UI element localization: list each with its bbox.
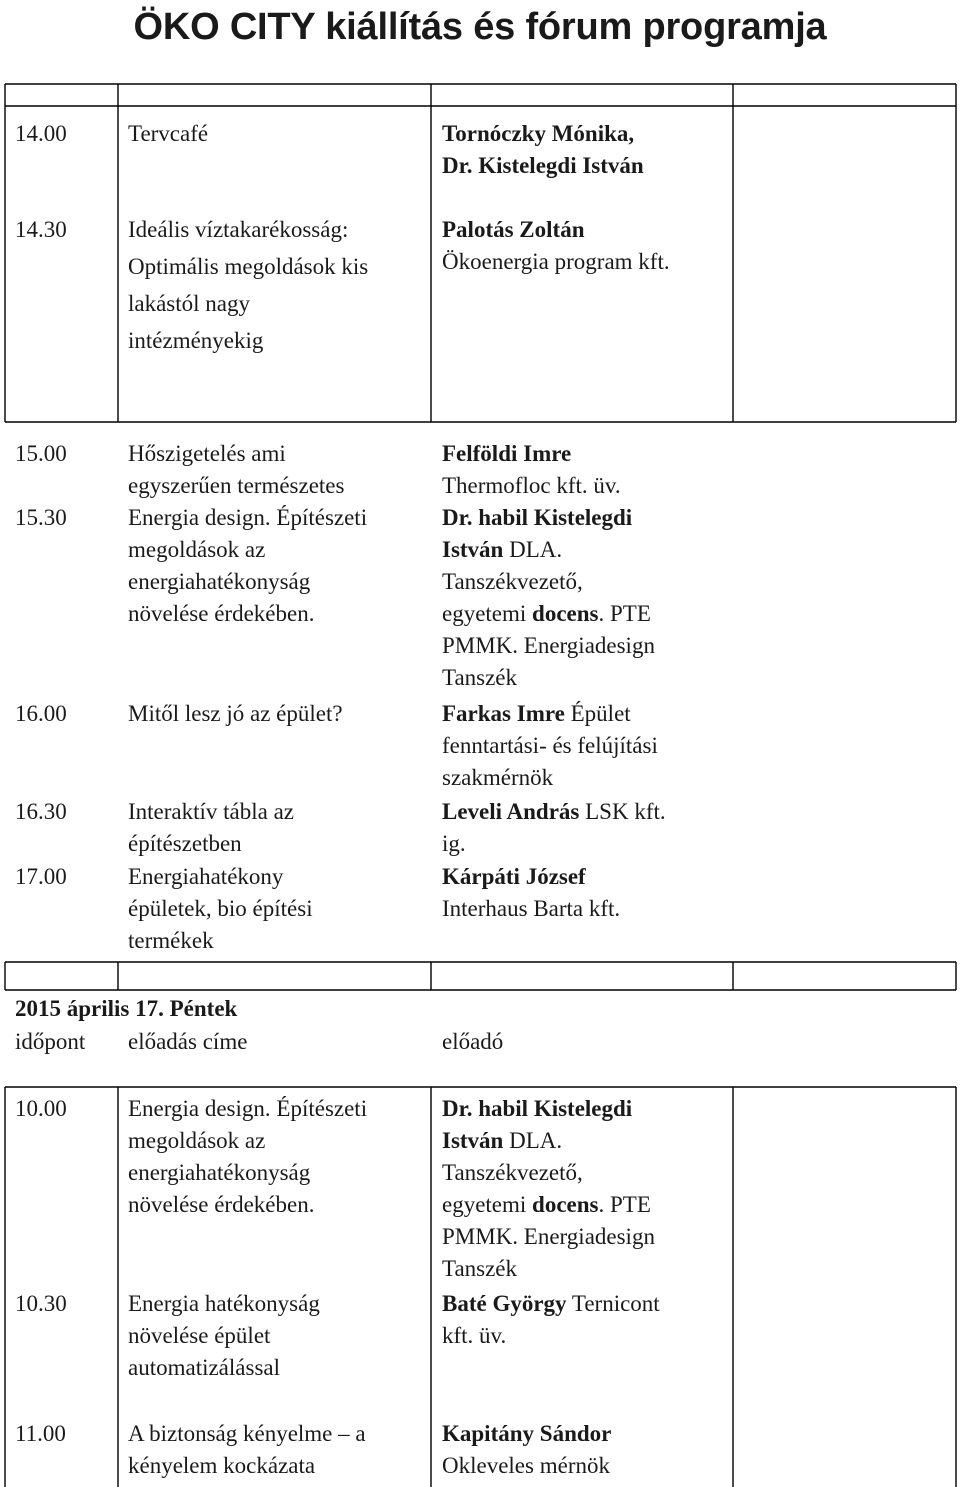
column-header-title: előadás címe (128, 1029, 248, 1054)
column-header-presenter: előadó (442, 1029, 504, 1054)
presenter-text: Felföldi Imre (442, 441, 572, 466)
session-presenter (442, 1418, 611, 1450)
session-title: energiahatékonyság (128, 1160, 311, 1185)
presenter-text: szakmérnök (442, 765, 554, 790)
presenter-text: Kárpáti József (442, 864, 586, 889)
session-presenter (442, 828, 466, 860)
presenter-text: egyetemi (442, 601, 533, 626)
column-header-time: időpont (15, 1029, 86, 1054)
session-title: növelése épület (128, 1323, 271, 1348)
session-title: A biztonság kényelme – a (128, 1421, 366, 1446)
session-time: 15.30 (15, 505, 67, 530)
session-presenter (442, 1189, 651, 1221)
session-presenter (442, 1125, 562, 1157)
session-time: 14.30 (15, 217, 67, 242)
session-presenter (442, 150, 644, 182)
session-title: épületek, bio építési (128, 896, 313, 921)
session-presenter (442, 534, 562, 566)
presenter-text: Ternicont (566, 1291, 660, 1316)
presenter-text: Dr. habil Kistelegdi (442, 505, 633, 530)
session-presenter (442, 1450, 610, 1482)
presenter-text: Tanszék (442, 665, 518, 690)
session-title: intézményekig (128, 328, 264, 353)
session-time: 16.00 (15, 701, 67, 726)
session-presenter (442, 1157, 583, 1189)
session-time: 11.00 (15, 1421, 66, 1446)
session-title: termékek (128, 928, 214, 953)
session-presenter (442, 438, 571, 470)
presenter-text: . PTE (598, 601, 651, 626)
presenter-text: egyetemi (442, 1192, 533, 1217)
session-presenter (442, 246, 670, 278)
session-presenter (442, 502, 632, 534)
session-presenter (442, 730, 658, 762)
presenter-text: Tanszékvezető, (442, 1160, 583, 1185)
session-title: növelése érdekében. (128, 1192, 315, 1217)
session-title: Optimális megoldások kis (128, 254, 369, 279)
day-heading: 2015 április 17. Péntek (15, 996, 238, 1021)
session-presenter (442, 1288, 660, 1320)
session-time: 15.00 (15, 441, 67, 466)
presenter-text: Tornóczky Mónika, (442, 121, 635, 146)
presenter-text: PMMK. Energiadesign (442, 1224, 655, 1249)
presenter-text: Farkas Imre (442, 701, 565, 726)
presenter-text: Baté György (442, 1291, 567, 1316)
presenter-text: Thermofloc kft. üv. (442, 473, 621, 498)
presenter-text: Palotás Zoltán (442, 217, 585, 242)
session-presenter (442, 698, 631, 730)
session-presenter (442, 118, 634, 150)
session-presenter (442, 1221, 655, 1253)
session-presenter (442, 470, 621, 502)
presenter-text: Interhaus Barta kft. (442, 896, 621, 921)
session-presenter (442, 566, 583, 598)
session-title: Energia design. Építészeti (128, 1096, 368, 1121)
presenter-text: docens (532, 1192, 599, 1217)
presenter-text: Ökoenergia program kft. (442, 249, 670, 274)
session-title: Energia design. Építészeti (128, 505, 368, 530)
session-title: kényelem kockázata (128, 1453, 316, 1478)
presenter-text: István (442, 537, 504, 562)
presenter-text: fenntartási- és felújítási (442, 733, 658, 758)
presenter-text: Tanszék (442, 1256, 518, 1281)
session-presenter (442, 1093, 632, 1125)
session-presenter (442, 796, 666, 828)
session-presenter (442, 1320, 506, 1352)
session-presenter (442, 893, 620, 925)
session-title: növelése érdekében. (128, 601, 315, 626)
presenter-text: Leveli András (442, 799, 580, 824)
session-presenter (442, 762, 553, 794)
session-time: 10.30 (15, 1291, 67, 1316)
presenter-text: István (442, 1128, 504, 1153)
session-time: 10.00 (15, 1096, 67, 1121)
presenter-text: . PTE (598, 1192, 651, 1217)
session-presenter (442, 630, 655, 662)
session-title: megoldások az (128, 537, 266, 562)
presenter-text: PMMK. Energiadesign (442, 633, 655, 658)
session-title: automatizálással (128, 1355, 280, 1380)
session-title: Energiahatékony (128, 864, 284, 889)
session-title: Interaktív tábla az (128, 799, 295, 824)
presenter-text: kft. üv. (442, 1323, 507, 1348)
session-presenter (442, 662, 517, 694)
session-title: Tervcafé (128, 121, 209, 146)
session-title: energiahatékonyság (128, 569, 311, 594)
session-title: Mitől lesz jó az épület? (128, 701, 343, 726)
presenter-text: Dr. habil Kistelegdi (442, 1096, 633, 1121)
session-time: 14.00 (15, 121, 67, 146)
session-title: megoldások az (128, 1128, 266, 1153)
session-title: építészetben (128, 831, 242, 856)
presenter-text: LSK kft. (579, 799, 666, 824)
session-presenter (442, 214, 584, 246)
session-presenter (442, 1253, 517, 1285)
page-title: ÖKO CITY kiállítás és fórum programja (133, 6, 827, 48)
presenter-text: Épület (564, 701, 631, 726)
presenter-text: DLA. (503, 537, 563, 562)
presenter-text: Kapitány Sándor (442, 1421, 612, 1446)
session-title: Hőszigetelés ami (128, 441, 286, 466)
presenter-text: Tanszékvezető, (442, 569, 583, 594)
session-time: 17.00 (15, 864, 67, 889)
session-presenter (442, 598, 651, 630)
presenter-text: ig. (442, 831, 466, 856)
session-title: Ideális víztakarékosság: (128, 217, 349, 242)
presenter-text: Okleveles mérnök (442, 1453, 610, 1478)
session-title: egyszerűen természetes (128, 473, 345, 498)
session-presenter (442, 861, 586, 893)
session-title: lakástól nagy (128, 291, 250, 316)
presenter-text: docens (532, 601, 599, 626)
presenter-text: DLA. (503, 1128, 563, 1153)
presenter-text: Dr. Kistelegdi István (442, 153, 644, 178)
session-time: 16.30 (15, 799, 67, 824)
session-title: Energia hatékonyság (128, 1291, 320, 1316)
